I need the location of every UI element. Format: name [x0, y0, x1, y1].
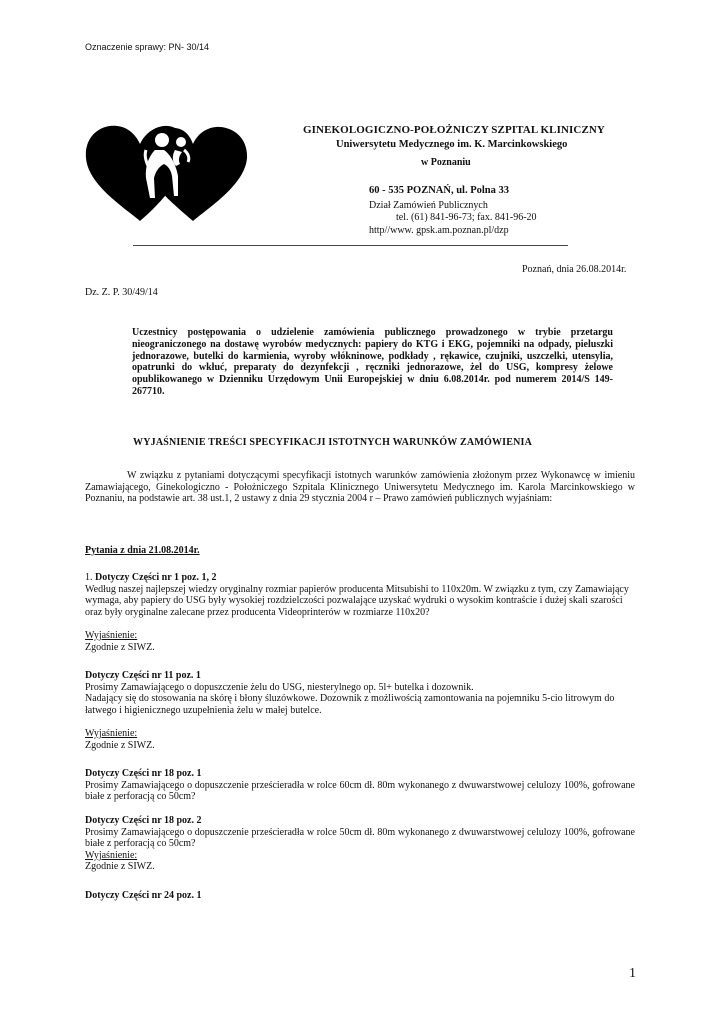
answer-text: Zgodnie z SIWZ.	[85, 641, 155, 653]
hospital-logo-icon	[84, 122, 250, 224]
explanation-label: Wyjaśnienie:	[85, 727, 138, 739]
letterhead-divider	[133, 245, 568, 246]
question-block	[85, 670, 635, 751]
answer-text: Zgodnie z SIWZ.	[85, 739, 155, 751]
question-body: Nadający się do stosowania na skórę i błony śluzówkowe. Dozownik z możliwością zamontowania na pojemniku 5-cio litrowym do łatwego i higienicznego uzupełnienia żelu w małej butelce.	[85, 693, 615, 716]
hospital-name: GINEKOLOGICZNO-POŁOŻNICZY SZPITAL KLINICZNY	[303, 124, 605, 136]
document-date: Poznań, dnia 26.08.2014r.	[522, 264, 627, 275]
department-name: Dział Zamówień Publicznych	[369, 200, 488, 211]
question-body: Prosimy Zamawiającego o dopuszczenie żelu do USG, niesterylnego op. 5l+ butelka i dozownik.	[85, 681, 474, 693]
explanation-label: Wyjaśnienie:	[85, 629, 138, 641]
contact-phone: tel. (61) 841-96-73; fax. 841-96-20	[396, 212, 537, 223]
question-heading: Dotyczy Części nr 24 poz. 1	[85, 890, 202, 901]
questions-date-heading: Pytania z dnia 21.08.2014r.	[85, 545, 200, 556]
question-heading: Dotyczy Części nr 11 poz. 1	[85, 670, 201, 681]
question-block	[85, 572, 635, 653]
question-heading: Dotyczy Części nr 1 poz. 1, 2	[95, 572, 217, 583]
question-heading: Dotyczy Części nr 18 poz. 1	[85, 768, 202, 779]
addressee-paragraph: Uczestnicy postępowania o udzielenie zamówienia publicznego prowadzonego w trybie przetargu nieograniczonego na dostawę wyrobów medycznych: papiery do KTG i EKG, pojemniki na odpady, pieluszki jednorazowe, butelki do karmienia, wyroby włókninowe, podkłady , rękawice, czujniki, uszczelki, utensylia, opatrunki do wkłuć, preparaty do dezynfekcji , ręczniki jednorazowe, żel do USG, kompresy żelowe opublikowanego w Dzienniku Urzędowym Unii Europejskiej w dniu 6.08.2014r. pod numerem 2014/S 149-267710.	[132, 327, 613, 397]
page-number: 1	[629, 966, 636, 981]
intro-paragraph: W związku z pytaniami dotyczącymi specyfikacji istotnych warunków zamówienia złożonym przez Wykonawcę w imieniu Zamawiającego, Ginekologiczno - Położniczego Szpitala Klinicznego Uniwersytetu Medycznego im. Karola Marcinkowskiego w Poznaniu, na podstawie art. 38 ust.1, 2 ustawy z dnia 29 stycznia 2004 r – Prawo zamówień publicznych wyjaśniam:	[85, 470, 635, 505]
case-number: Oznaczenie sprawy: PN- 30/14	[85, 42, 210, 52]
question-block	[85, 890, 635, 902]
hospital-address: 60 - 535 POZNAŃ, ul. Polna 33	[369, 185, 510, 196]
explanation-label: Wyjaśnienie:	[85, 849, 138, 861]
question-block	[85, 815, 635, 873]
question-heading: Dotyczy Części nr 18 poz. 2	[85, 815, 202, 826]
university-name: Uniwersytetu Medycznego im. K. Marcinkowskiego	[336, 139, 568, 150]
website-url: http//www. gpsk.am.poznan.pl/dzp	[369, 225, 509, 236]
question-body: Prosimy Zamawiającego o dopuszczenie prześcieradła w rolce 60cm dł. 80m wykonanego z dwuwarstwowej celulozy 100%, gofrowane białe z perforacją co 50cm?	[85, 779, 635, 803]
question-block	[85, 768, 635, 803]
hospital-city: w Poznaniu	[421, 157, 471, 168]
question-body: Prosimy Zamawiającego o dopuszczenie prześcieradła w rolce 50cm dł. 80m wykonanego z dwuwarstwowej celulozy 100%, gofrowane białe z perforacją co 50cm?	[85, 826, 635, 850]
document-title: WYJAŚNIENIE TREŚCI SPECYFIKACJI ISTOTNYCH WARUNKÓW ZAMÓWIENIA	[133, 437, 533, 448]
question-number: 1.	[85, 572, 93, 583]
reference-number: Dz. Z. P. 30/49/14	[85, 287, 158, 298]
question-body: Według naszej najlepszej wiedzy oryginalny rozmiar papierów producenta Mitsubishi to 110x20m. W związku z tym, czy Zamawiający wymaga, aby papiery do USG były wysokiej rozdzielczości pozwalające uzyskać wydruki o wysokim kontraście i dużej skali szarości oraz były oryginalne zalecane przez producenta Videoprinterów w rozmiarze 110x20?	[85, 583, 629, 618]
answer-text: Zgodnie z SIWZ.	[85, 861, 155, 873]
